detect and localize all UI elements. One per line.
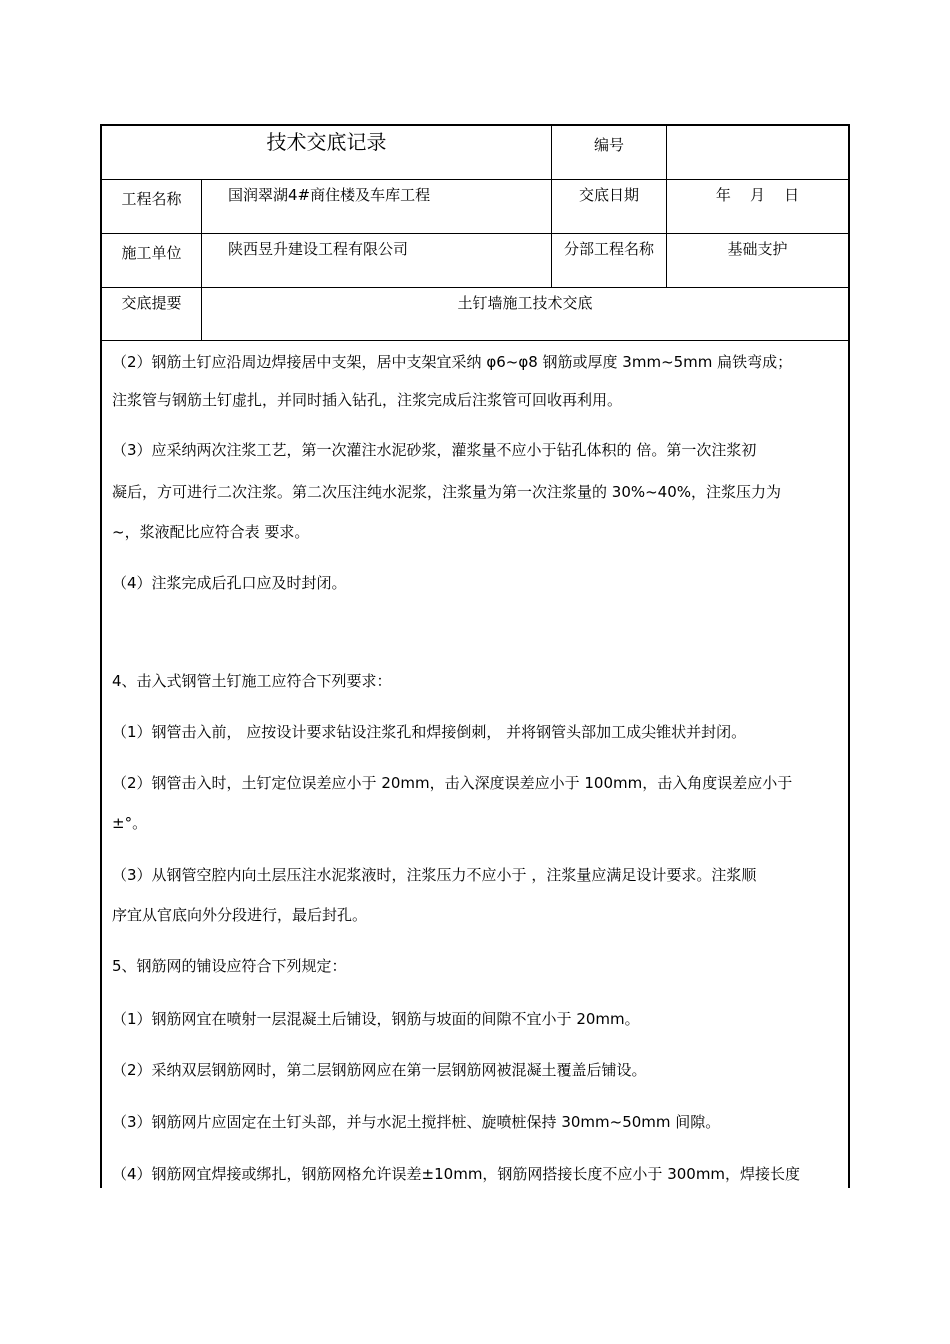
body-line: （1）钢管击入前， 应按设计要求钻设注浆孔和焊接倒刺， 并将钢管头部加工成尖锥状并封闭。 xyxy=(112,723,747,741)
summary-value-cell xyxy=(202,288,848,340)
technical-disclosure-form xyxy=(100,124,850,1188)
body-line: 注浆管与钢筋土钉虚扎，并同时插入钻孔，注浆完成后注浆管可回收再利用。 xyxy=(112,391,623,409)
body-line: （2）钢管击入时，土钉定位误差应小于 20mm，击入深度误差应小于 100mm，击入角度误差应小于 xyxy=(112,774,793,792)
summary-label-cell xyxy=(102,288,202,340)
body-line: （2）钢筋土钉应沿周边焊接居中支架，居中支架宜采纳 φ6~φ8 钢筋或厚度 3mm~5mm 扁铁弯成； xyxy=(112,353,793,371)
title-cell xyxy=(102,126,552,179)
unit-label: 施工单位 xyxy=(121,244,182,262)
title-row xyxy=(102,126,848,180)
body-line: （4）钢筋网宜焊接或绑扎，钢筋网格允许误差±10mm，钢筋网搭接长度不应小于 300mm，焊接长度 xyxy=(112,1165,801,1183)
body-line: （2）采纳双层钢筋网时，第二层钢筋网应在第一层钢筋网被混凝土覆盖后铺设。 xyxy=(112,1061,647,1079)
body-line: （3）从钢管空腔内向土层压注水泥浆液时，注浆压力不应小于 ，注浆量应满足设计要求。注浆顺 xyxy=(112,866,757,884)
project-value-cell xyxy=(202,180,552,233)
body-line: 5、钢筋网的铺设应符合下列规定： xyxy=(112,957,347,975)
project-row xyxy=(102,180,848,234)
unit-row xyxy=(102,234,848,288)
subproject-value-cell xyxy=(667,234,848,287)
project-value: 国润翠湖4#商住楼及车库工程 xyxy=(228,186,431,204)
subproject-label-cell xyxy=(552,234,667,287)
body-line: ~，浆液配比应符合表 要求。 xyxy=(112,523,310,541)
number-label-cell xyxy=(552,126,667,179)
project-label-cell xyxy=(102,180,202,233)
project-label: 工程名称 xyxy=(121,190,182,208)
unit-value-cell xyxy=(202,234,552,287)
body-line: （3）钢筋网片应固定在土钉头部，并与水泥土搅拌桩、旋喷桩保持 30mm~50mm 间隙。 xyxy=(112,1113,721,1131)
body-line: ±°。 xyxy=(112,814,148,832)
date-value-cell xyxy=(667,180,848,233)
summary-row xyxy=(102,288,848,341)
subproject-label: 分部工程名称 xyxy=(563,240,654,258)
subproject-value: 基础支护 xyxy=(727,240,788,258)
unit-label-cell xyxy=(102,234,202,287)
number-label: 编号 xyxy=(593,136,624,154)
date-label: 交底日期 xyxy=(578,186,639,204)
date-label-cell xyxy=(552,180,667,233)
body-line: 凝后，方可进行二次注浆。第二次压注纯水泥浆，注浆量为第一次注浆量的 30%~40%，注浆压力为 xyxy=(112,483,782,501)
disclosure-body xyxy=(102,341,848,1188)
summary-value: 土钉墙施工技术交底 xyxy=(457,294,593,312)
number-value-cell xyxy=(667,126,848,179)
summary-label: 交底提要 xyxy=(121,294,182,312)
form-title: 技术交底记录 xyxy=(266,130,387,154)
body-line: 序宜从官底向外分段进行，最后封孔。 xyxy=(112,906,368,924)
date-value: 年 月 日 xyxy=(715,186,800,204)
unit-value: 陕西昱升建设工程有限公司 xyxy=(228,240,409,258)
body-line: （3）应采纳两次注浆工艺，第一次灌注水泥砂浆，灌浆量不应小于钻孔体积的 倍。第一次注浆初 xyxy=(112,441,757,459)
body-line: （1）钢筋网宜在喷射一层混凝土后铺设，钢筋与坡面的间隙不宜小于 20mm。 xyxy=(112,1010,640,1028)
body-line: 4、击入式钢管土钉施工应符合下列要求： xyxy=(112,672,392,690)
body-line: （4）注浆完成后孔口应及时封闭。 xyxy=(112,574,347,592)
